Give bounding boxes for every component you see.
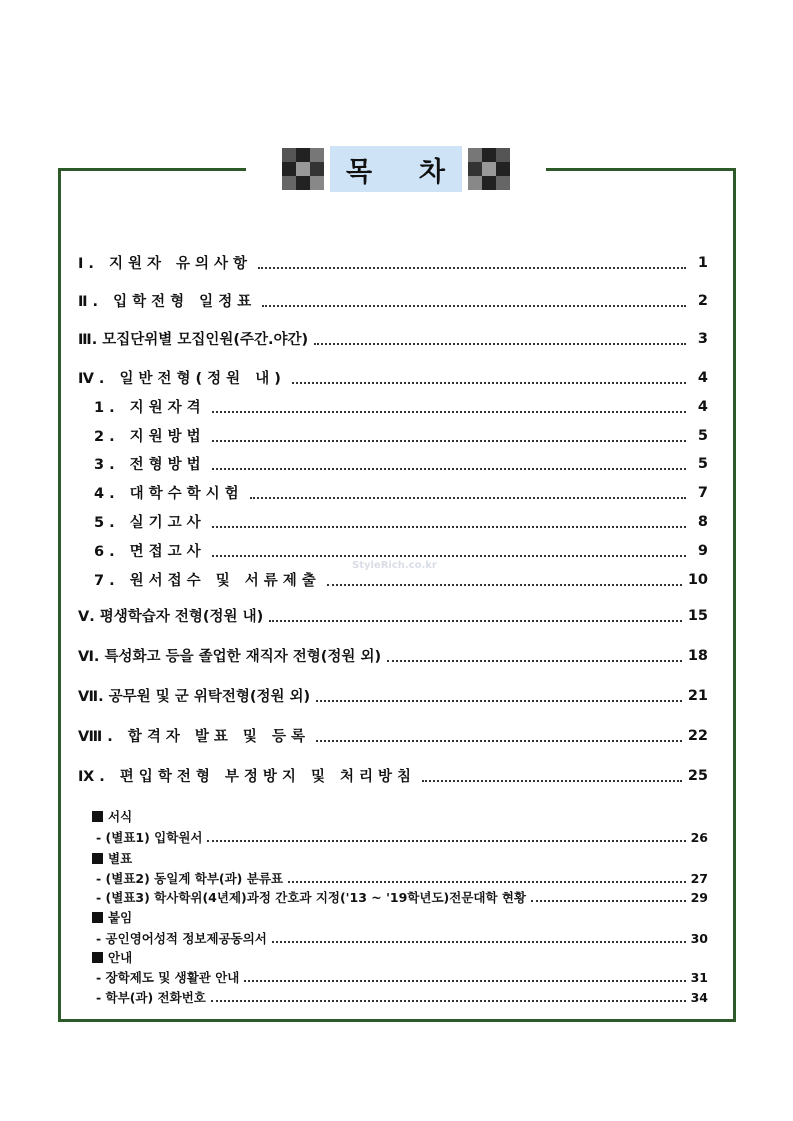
toc-page: 15 (687, 607, 708, 624)
leader-dots (316, 700, 682, 702)
section-tables (92, 849, 132, 867)
leader-dots (258, 267, 686, 269)
square-bullet-icon (92, 952, 103, 963)
toc-label: Ⅷ. 합격자 발표 및 등록 (78, 729, 311, 745)
toc-page: 10 (687, 571, 708, 588)
toc-entry[interactable] (78, 290, 708, 311)
leader-dots (212, 526, 686, 528)
appendix-page: 34 (690, 989, 708, 1005)
toc-label: 1. 지원자격 (94, 400, 206, 416)
leader-dots (272, 941, 686, 943)
toc-entry[interactable] (94, 482, 708, 503)
toc-label: Ⅶ. 공무원 및 군 위탁전형(정원 외) (78, 689, 311, 705)
title-left: 목 (346, 156, 374, 188)
toc-page: 25 (687, 767, 708, 784)
watermark: StyleRich.co.kr (352, 560, 437, 571)
toc-entry[interactable] (94, 396, 708, 417)
toc-entry[interactable] (94, 569, 708, 590)
toc-page: 8 (697, 513, 708, 530)
toc-page: 18 (687, 647, 708, 664)
toc-label: Ⅳ. 일반전형(정원 내) (78, 371, 286, 387)
toc-page: 5 (697, 455, 708, 472)
appendix-entry[interactable] (96, 929, 708, 947)
appendix-label: - (별표3) 학사학위(4년제)과정 간호과 지정('13 ~ '19학년도)전문대학 현황 (96, 890, 527, 905)
square-bullet-icon (92, 811, 103, 822)
appendix-entry[interactable] (96, 869, 708, 887)
appendix-label: - 장학제도 및 생활관 안내 (96, 970, 240, 985)
appendix-page: 27 (690, 870, 708, 886)
toc-entry[interactable] (78, 252, 708, 273)
section-title: 안내 (108, 950, 133, 965)
toc-label: Ⅲ. 모집단위별 모집인원(주간.야간) (78, 332, 309, 348)
toc-label: 6. 면접고사 (94, 544, 206, 560)
leader-dots (314, 343, 686, 345)
leader-dots (212, 468, 686, 470)
appendix-entry[interactable] (96, 988, 708, 1006)
leader-dots (212, 411, 686, 413)
toc-entry[interactable] (94, 453, 708, 474)
toc-entry[interactable] (78, 328, 708, 349)
section-title: 별표 (108, 851, 133, 866)
appendix-label: - 공인영어성적 정보제공동의서 (96, 931, 267, 946)
page-title (330, 146, 462, 192)
leader-dots (288, 881, 686, 883)
appendix-page: 30 (690, 930, 708, 946)
section-guide (92, 948, 132, 966)
leader-dots (531, 900, 686, 902)
toc-entry[interactable] (94, 511, 708, 532)
leader-dots (292, 382, 686, 384)
appendix-label: - 학부(과) 전화번호 (96, 990, 206, 1005)
appendix-label: - (별표2) 동일계 학부(과) 분류표 (96, 871, 283, 886)
toc-entry[interactable] (78, 765, 708, 786)
appendix-entry[interactable] (96, 968, 708, 986)
toc-page: 2 (697, 292, 708, 309)
appendix-page: 26 (690, 829, 708, 845)
toc-label: Ⅰ. 지원자 유의사항 (78, 256, 253, 272)
leader-dots (262, 305, 686, 307)
leader-dots (387, 660, 682, 662)
toc-entry[interactable] (78, 725, 708, 746)
toc-label: Ⅸ. 편입학전형 부정방지 및 처리방침 (78, 769, 417, 785)
toc-entry[interactable] (78, 645, 708, 666)
appendix-page: 31 (690, 969, 708, 985)
toc-label: 3. 전형방법 (94, 457, 206, 473)
toc-label: 2. 지원방법 (94, 429, 206, 445)
section-title: 서식 (108, 809, 133, 824)
toc-page: 22 (687, 727, 708, 744)
leader-dots (211, 1000, 686, 1002)
section-attach (92, 908, 132, 926)
toc-page: 21 (687, 687, 708, 704)
toc-label: 4. 대학수학시험 (94, 486, 244, 502)
toc-label: Ⅵ. 특성화고 등을 졸업한 재직자 전형(정원 외) (78, 649, 382, 665)
toc-entry[interactable] (78, 685, 708, 706)
leader-dots (327, 584, 682, 586)
section-title: 붙임 (108, 910, 133, 925)
title-right: 차 (418, 156, 446, 188)
leader-dots (250, 497, 686, 499)
leader-dots (212, 440, 686, 442)
toc-page: 7 (697, 484, 708, 501)
section-forms (92, 807, 132, 825)
toc-page: 3 (697, 330, 708, 347)
toc-label: 5. 실기고사 (94, 515, 206, 531)
toc-label: Ⅴ. 평생학습자 전형(정원 내) (78, 609, 264, 625)
leader-dots (212, 555, 686, 557)
toc-page: 1 (697, 254, 708, 271)
toc-page: 5 (697, 427, 708, 444)
mosaic-right-icon (468, 148, 510, 190)
appendix-label: - (별표1) 입학원서 (96, 830, 203, 845)
square-bullet-icon (92, 912, 103, 923)
toc-header (246, 146, 546, 192)
toc-label: Ⅱ. 입학전형 일정표 (78, 294, 257, 310)
toc-page: 9 (697, 542, 708, 559)
toc-entry[interactable] (78, 367, 708, 388)
toc-entry[interactable] (94, 425, 708, 446)
appendix-page: 29 (690, 889, 708, 905)
toc-page: 4 (697, 369, 708, 386)
leader-dots (207, 840, 685, 842)
appendix-entry[interactable] (96, 888, 708, 906)
leader-dots (244, 980, 685, 982)
appendix-entry[interactable] (96, 828, 708, 846)
square-bullet-icon (92, 853, 103, 864)
toc-entry[interactable] (78, 605, 708, 626)
toc-label: 7. 원서접수 및 서류제출 (94, 573, 321, 589)
leader-dots (269, 620, 682, 622)
leader-dots (422, 780, 682, 782)
leader-dots (316, 740, 682, 742)
mosaic-left-icon (282, 148, 324, 190)
toc-page: 4 (697, 398, 708, 415)
toc-entry[interactable] (94, 540, 708, 561)
